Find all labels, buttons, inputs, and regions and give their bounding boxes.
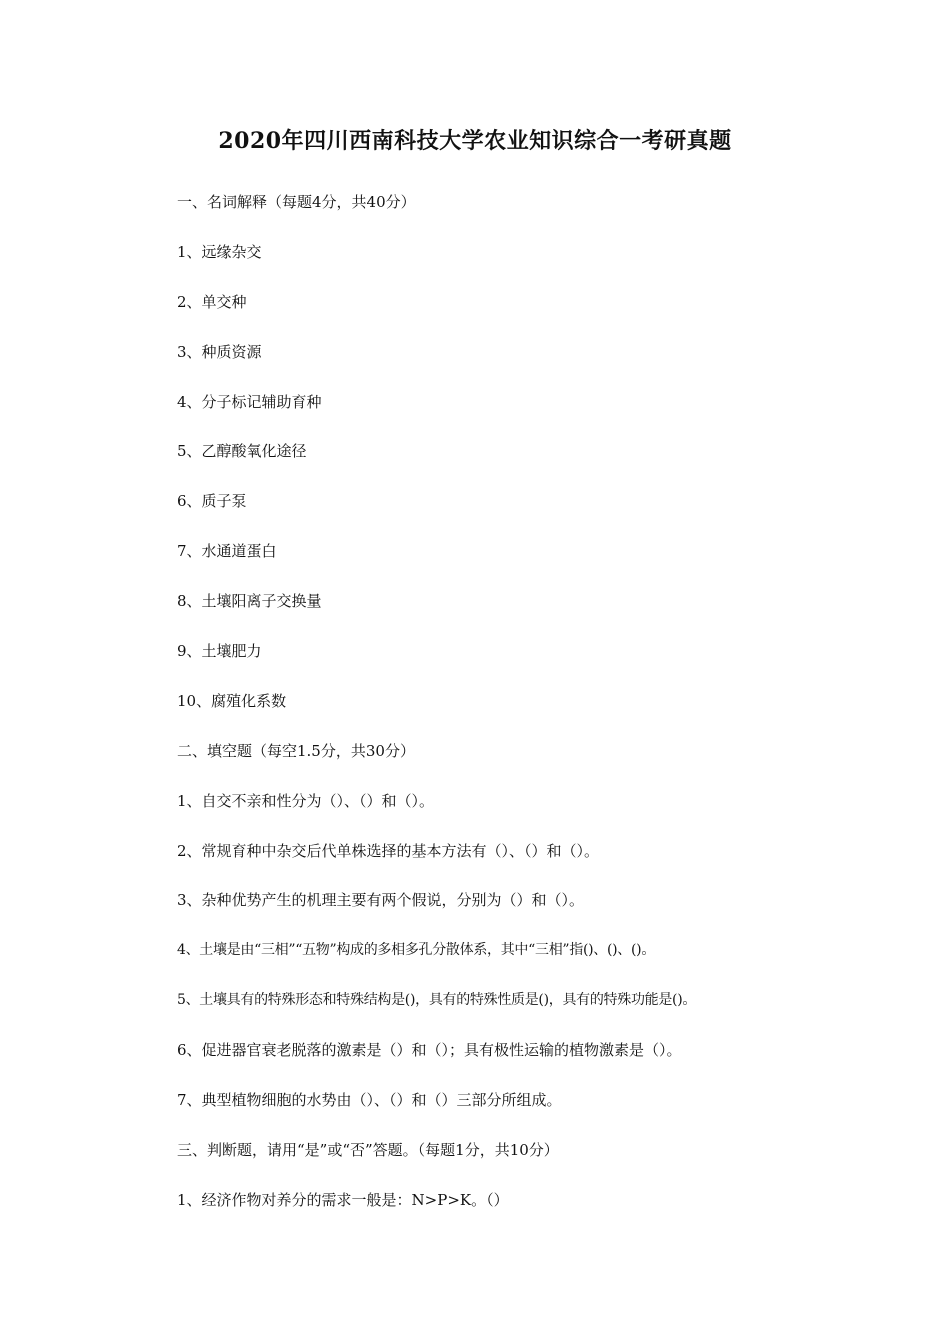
document-title: 2020年四川西南科技大学农业知识综合一考研真题 (218, 128, 732, 154)
section-heading: 一、名词解释（每题4分，共40分） (177, 193, 416, 211)
section-heading: 二、填空题（每空1.5分，共30分） (177, 741, 415, 760)
question-item: 2、常规育种中杂交后代单株选择的基本方法有（）、（）和（）。 (177, 841, 600, 860)
question-item: 8、土壤阳离子交换量 (177, 592, 322, 611)
question-item: 6、质子泵 (177, 492, 247, 511)
question-item: 7、典型植物细胞的水势由（）、（）和（）三部分所组成。 (177, 1091, 562, 1110)
question-item: 4、分子标记辅助育种 (177, 392, 322, 411)
section-heading: 三、判断题，请用“是”或“否”答题。（每题1分，共10分） (177, 1140, 559, 1159)
exam-content (177, 191, 827, 1239)
question-item: 3、种质资源 (177, 342, 262, 361)
question-item: 5、乙醇酸氧化途径 (177, 442, 307, 461)
question-item: 1、经济作物对养分的需求一般是：N>P>K。（） (177, 1190, 509, 1209)
question-item: 7、水通道蛋白 (177, 542, 277, 561)
question-item: 6、促进器官衰老脱落的激素是（）和（）；具有极性运输的植物激素是（）。 (177, 1041, 682, 1060)
question-item: 3、杂种优势产生的机理主要有两个假说，分别为（）和（）。 (177, 891, 585, 910)
question-item: 10、腐殖化系数 (177, 691, 287, 710)
question-item: 9、土壤肥力 (177, 642, 262, 661)
question-item: 1、自交不亲和性分为（）、（）和（）。 (177, 791, 435, 810)
question-item: 4、土壤是由“三相”“五物”构成的多相多孔分散体系，其中“三相”指()、()、()。 (177, 942, 656, 959)
question-item: 1、远缘杂交 (177, 242, 262, 261)
question-item: 5、土壤具有的特殊形态和特殊结构是()，具有的特殊性质是()，具有的特殊功能是()。 (177, 992, 697, 1009)
question-item: 2、单交种 (177, 292, 247, 311)
